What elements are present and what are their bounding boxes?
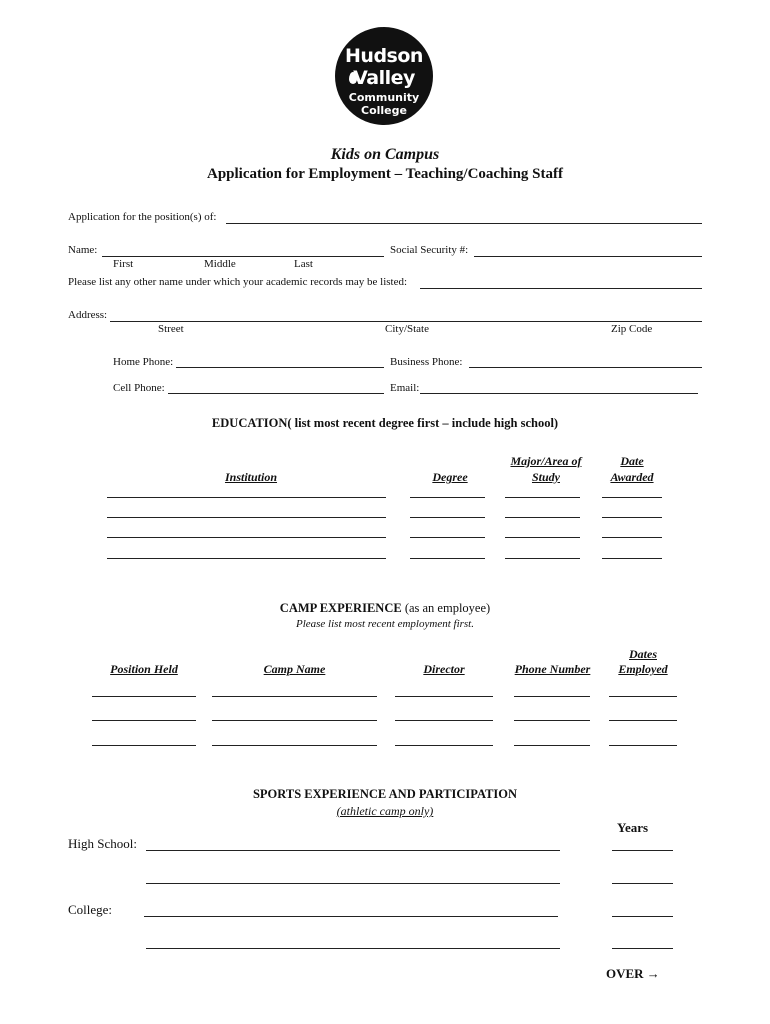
camp-name-field[interactable] <box>212 745 377 746</box>
phone-number-field[interactable] <box>514 745 590 746</box>
high-school-label: High School: <box>68 836 137 851</box>
institution-field[interactable] <box>107 497 386 498</box>
email-field[interactable] <box>420 393 698 394</box>
degree-field[interactable] <box>410 537 485 538</box>
years-label: Years <box>617 820 649 835</box>
camp-subnote: Please list most recent employment first. <box>295 618 474 630</box>
institution-field[interactable] <box>107 537 386 538</box>
camp-name-field[interactable] <box>212 696 377 697</box>
phone-number-field[interactable] <box>514 696 590 697</box>
col-degree: Degree <box>432 470 468 484</box>
ssn-field[interactable] <box>474 256 702 257</box>
date-awarded-field[interactable] <box>602 517 662 518</box>
col-camp-name: Camp Name <box>263 662 326 676</box>
position-held-field[interactable] <box>92 720 196 721</box>
institution-field[interactable] <box>107 558 386 559</box>
address-field[interactable] <box>110 321 702 322</box>
position-field[interactable] <box>226 223 702 224</box>
other-name-label: Please list any other name under which your academic records may be listed: <box>68 276 408 288</box>
col-dates-line2: Employed <box>618 662 668 676</box>
education-heading: EDUCATION( list most recent degree first – include high school) <box>211 416 559 430</box>
high-school-years-field-2[interactable] <box>612 883 673 884</box>
dates-employed-field[interactable] <box>609 696 677 697</box>
logo-line-college: College <box>361 104 407 117</box>
dates-employed-field[interactable] <box>609 720 677 721</box>
col-director: Director <box>423 662 465 676</box>
email-label: Email: <box>390 382 420 394</box>
director-field[interactable] <box>395 745 493 746</box>
college-label: College: <box>68 902 113 917</box>
date-awarded-field[interactable] <box>602 497 662 498</box>
date-awarded-field[interactable] <box>602 537 662 538</box>
business-phone-field[interactable] <box>469 367 702 368</box>
col-dates-line1: Dates <box>629 647 657 661</box>
zip-caption: Zip Code <box>611 323 653 335</box>
ssn-label: Social Security #: <box>390 244 469 256</box>
col-phone-number: Phone Number <box>514 662 591 676</box>
last-name-caption: Last <box>294 258 313 270</box>
logo-line-valley: Valley <box>353 67 415 89</box>
college-sport-field-2[interactable] <box>146 948 560 949</box>
middle-name-caption: Middle <box>204 258 236 270</box>
cell-phone-field[interactable] <box>168 393 384 394</box>
degree-field[interactable] <box>410 558 485 559</box>
name-label: Name: <box>68 244 98 256</box>
logo-line-community: Community <box>348 91 420 104</box>
date-awarded-field[interactable] <box>602 558 662 559</box>
major-field[interactable] <box>505 497 580 498</box>
col-date-line1: Date <box>620 454 644 468</box>
over-continue-note: OVER → <box>606 966 660 981</box>
business-phone-label: Business Phone: <box>390 356 463 368</box>
major-field[interactable] <box>505 517 580 518</box>
form-subtitle: Application for Employment – Teaching/Coaching Staff <box>206 166 563 182</box>
home-phone-label: Home Phone: <box>113 356 174 368</box>
home-phone-field[interactable] <box>176 367 384 368</box>
address-label: Address: <box>68 309 108 321</box>
first-name-caption: First <box>113 258 134 270</box>
major-field[interactable] <box>505 558 580 559</box>
phone-number-field[interactable] <box>514 720 590 721</box>
institution-field[interactable] <box>107 517 386 518</box>
dates-employed-field[interactable] <box>609 745 677 746</box>
col-position-held: Position Held <box>110 662 178 676</box>
form-title: Kids on Campus <box>330 146 440 163</box>
position-label: Application for the position(s) of: <box>68 211 217 223</box>
street-caption: Street <box>158 323 184 335</box>
degree-field[interactable] <box>410 497 485 498</box>
high-school-sport-field[interactable] <box>146 850 560 851</box>
camp-heading-note: (as an employee) <box>404 601 491 615</box>
city-state-caption: City/State <box>385 323 429 335</box>
camp-heading: CAMP EXPERIENCE <box>279 601 402 615</box>
other-name-field[interactable] <box>420 288 702 289</box>
director-field[interactable] <box>395 696 493 697</box>
camp-name-field[interactable] <box>212 720 377 721</box>
sports-heading: SPORTS EXPERIENCE AND PARTICIPATION <box>252 787 518 801</box>
college-logo <box>335 27 433 125</box>
sports-subnote: (athletic camp only) <box>336 804 434 818</box>
cell-phone-label: Cell Phone: <box>113 382 165 394</box>
col-date-line2: Awarded <box>610 470 654 484</box>
camp-heading-wrap <box>0 601 770 616</box>
position-held-field[interactable] <box>92 745 196 746</box>
high-school-years-field[interactable] <box>612 850 673 851</box>
col-major-line1: Major/Area of <box>510 454 582 468</box>
name-field[interactable] <box>102 256 384 257</box>
degree-field[interactable] <box>410 517 485 518</box>
director-field[interactable] <box>395 720 493 721</box>
logo-line-hudson: Hudson <box>345 45 423 67</box>
high-school-sport-field-2[interactable] <box>146 883 560 884</box>
col-major-line2: Study <box>531 470 560 484</box>
college-years-field-2[interactable] <box>612 948 673 949</box>
college-years-field[interactable] <box>612 916 673 917</box>
position-held-field[interactable] <box>92 696 196 697</box>
col-institution: Institution <box>224 470 278 484</box>
major-field[interactable] <box>505 537 580 538</box>
college-sport-field[interactable] <box>144 916 558 917</box>
